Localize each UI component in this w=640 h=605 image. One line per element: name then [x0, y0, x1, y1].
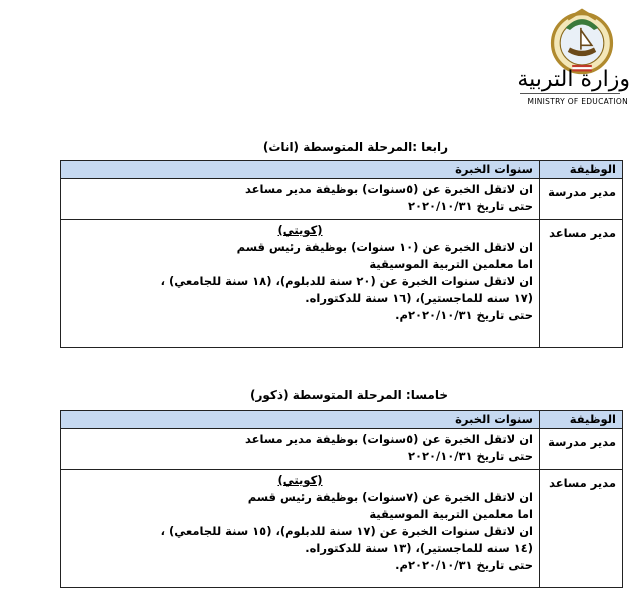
experience-line: (١٤ سنه للماجستير)، (١٣ سنة للدكتوراه.	[305, 541, 533, 555]
experience-cell	[61, 179, 540, 220]
experience-line: ان لاتقل سنوات الخبرة عن (١٧ سنة للدبلوم)، (١٥ سنة للجامعي) ،	[160, 524, 533, 538]
experience-line: حتى تاريخ ٢٠٢٠/١٠/٣١م.	[395, 558, 533, 572]
table-row	[61, 179, 623, 220]
table-row	[61, 429, 623, 470]
job-title-cell: مدير مساعد	[540, 470, 623, 588]
experience-cell	[61, 429, 540, 470]
experience-line: ان لاتقل سنوات الخبرة عن (٢٠ سنة للدبلوم)، (١٨ سنة للجامعي) ،	[160, 274, 533, 288]
requirements-table-male	[60, 410, 623, 588]
ministry-name-arabic: وزارة التربية	[517, 67, 630, 92]
column-header-experience: سنوات الخبرة	[61, 161, 540, 179]
nationality-tag: (كويتي)	[277, 473, 323, 487]
job-title-cell: مدير مدرسة	[540, 429, 623, 470]
experience-line: ان لاتقل الخبرة عن (١٠ سنوات) بوظيفة رئيس قسم	[236, 240, 533, 254]
experience-line: حتى تاريخ ٢٠٢٠/١٠/٣١م.	[395, 308, 533, 322]
header-divider	[520, 93, 620, 94]
experience-line: ان لاتقل الخبرة عن (٧سنوات) بوظيفة رئيس قسم	[247, 490, 533, 504]
table-header-row	[61, 411, 623, 429]
experience-line: (١٧ سنه للماجستير)، (١٦ سنة للدكتوراه.	[305, 291, 533, 305]
column-header-job: الوظيفة	[540, 411, 623, 429]
job-title-cell: مدير مساعد	[540, 220, 623, 348]
nationality-tag: (كويتي)	[277, 223, 323, 237]
experience-line: ان لاتقل الخبرة عن (٥سنوات) بوظيفة مدير مساعد	[244, 432, 533, 446]
experience-cell	[61, 470, 540, 588]
experience-line: اما معلمين التربية الموسيقية	[369, 257, 533, 271]
table-row	[61, 470, 623, 588]
table-row	[61, 220, 623, 348]
experience-cell	[61, 220, 540, 348]
ministry-name-english: MINISTRY OF EDUCATION	[527, 97, 628, 106]
table-header-row	[61, 161, 623, 179]
experience-line: حتى تاريخ ٢٠٢٠/١٠/٣١	[407, 449, 533, 463]
experience-line: حتى تاريخ ٢٠٢٠/١٠/٣١	[407, 199, 533, 213]
job-title-cell: مدير مدرسة	[540, 179, 623, 220]
section-title-female-intermediate: رابعا :المرحلة المتوسطة (اناث)	[262, 140, 448, 154]
section-title-male-intermediate: خامسا: المرحلة المتوسطة (ذكور)	[250, 388, 448, 402]
column-header-job: الوظيفة	[540, 161, 623, 179]
requirements-table-female	[60, 160, 623, 348]
experience-line: ان لاتقل الخبرة عن (٥سنوات) بوظيفة مدير مساعد	[244, 182, 533, 196]
experience-line: اما معلمين التربية الموسيقية	[369, 507, 533, 521]
column-header-experience: سنوات الخبرة	[61, 411, 540, 429]
